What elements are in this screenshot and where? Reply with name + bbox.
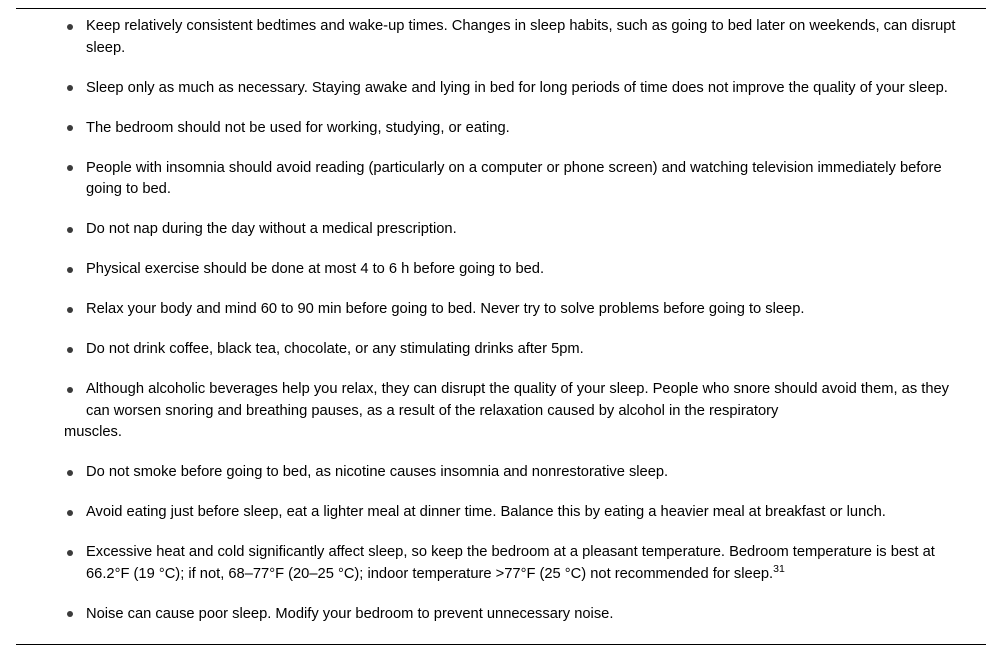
list-item [64,299,968,321]
list-item [64,604,968,626]
bullet-icon [67,227,73,233]
bullet-icon [67,165,73,171]
bullet-icon [67,267,73,273]
bullet-icon [67,611,73,617]
list-item [64,542,968,585]
bottom-horizontal-rule [16,644,986,645]
list-item-text: Excessive heat and cold significantly affect sleep, so keep the bedroom at a pleasant temperature. Bedroom temperature is best at 66.2°F (19 °C); if not, 68–77°F (20–25 °C); indoor temperature >77°F (25 °C) not recommended for sleep. [86,544,935,582]
bullet-icon [67,347,73,353]
list-item [64,118,968,140]
list-item [64,379,968,444]
list-item [64,462,968,484]
list-item [64,339,968,361]
citation-reference: 31 [773,562,785,575]
list-item-text: Relax your body and mind 60 to 90 min before going to bed. Never try to solve problems before going to sleep. [86,301,805,317]
list-item-text: Sleep only as much as necessary. Staying awake and lying in bed for long periods of time does not improve the quality of your sleep. [86,79,948,96]
list-item [64,259,968,281]
list-item-text: Keep relatively consistent bedtimes and wake-up times. Changes in sleep habits, such as going to bed later on weekends, can disrupt sleep. [86,18,956,56]
list-item [64,502,968,524]
list-item-text: People with insomnia should avoid reading (particularly on a computer or phone screen) and watching television immediately before going to bed. [86,159,942,197]
list-item-text: Do not drink coffee, black tea, chocolate, or any stimulating drinks after 5pm. [86,341,584,357]
bullet-icon [67,550,73,556]
list-item-text: Noise can cause poor sleep. Modify your bedroom to prevent unnecessary noise. [86,605,614,622]
bullet-icon [67,387,73,393]
bullet-icon [67,307,73,313]
recommendation-list [64,16,968,644]
bullet-icon [67,85,73,91]
list-item-text: The bedroom should not be used for working, studying, or eating. [86,119,510,136]
list-item-text: Physical exercise should be done at most 4 to 6 h before going to bed. [86,261,545,277]
bullet-icon [67,470,73,476]
list-item [64,158,968,201]
bullet-icon [67,510,73,516]
bullet-icon [67,24,73,30]
list-item-text-continuation: muscles. [64,424,122,440]
bullet-icon [67,125,73,131]
list-item-text: Avoid eating just before sleep, eat a lighter meal at dinner time. Balance this by eating a heavier meal at breakfast or lunch. [86,504,886,520]
list-item-text: Although alcoholic beverages help you relax, they can disrupt the quality of your sleep. People who snore should avoid them, as they can worsen snoring and breathing pauses, as a result of the relaxation caused by alcohol in the respiratory [86,381,950,419]
list-item-text: Do not nap during the day without a medical prescription. [86,221,457,237]
top-horizontal-rule [16,8,986,9]
list-item [64,16,968,59]
list-item [64,219,968,241]
list-item [64,78,968,100]
list-item-text: Do not smoke before going to bed, as nicotine causes insomnia and nonrestorative sleep. [86,464,669,480]
